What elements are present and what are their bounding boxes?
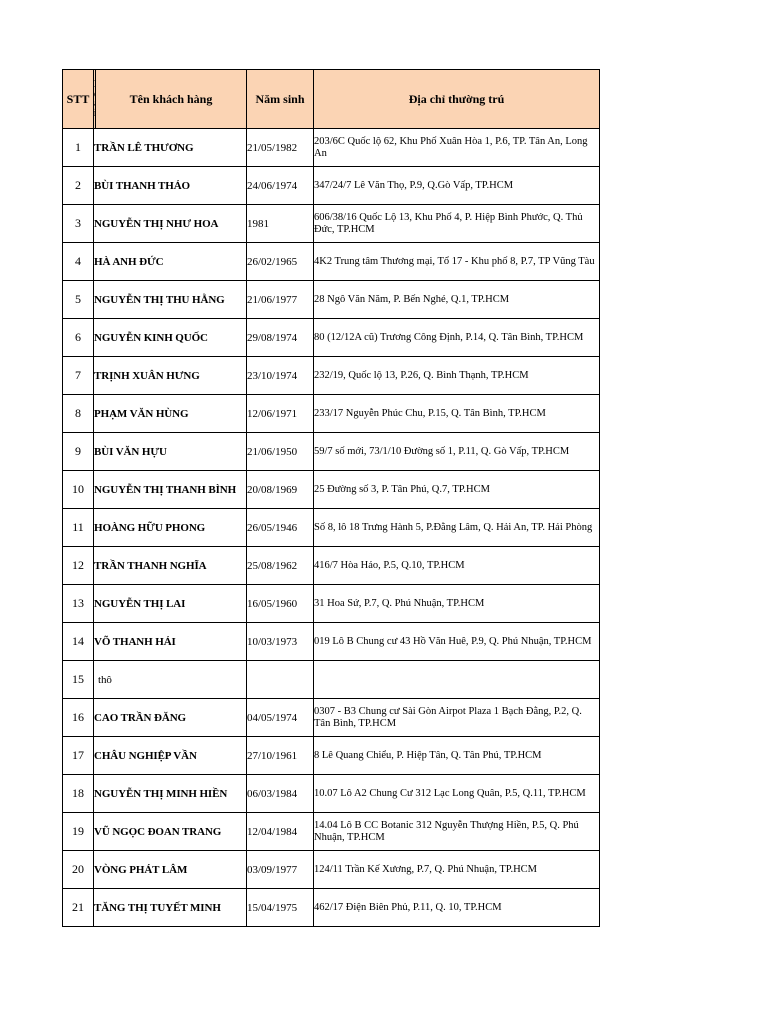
row-customer-name: TRẦN LÊ THƯƠNG	[94, 129, 247, 167]
row-customer-name: TRỊNH XUÂN HƯNG	[94, 357, 247, 395]
row-customer-name: NGUYỄN KINH QUỐC	[94, 319, 247, 357]
table-header	[63, 70, 600, 129]
row-stt: 18	[63, 775, 94, 813]
row-birth-date: 21/06/1950	[247, 433, 314, 471]
row-stt: 12	[63, 547, 94, 585]
row-customer-name: VÕ THANH HẢI	[94, 623, 247, 661]
row-address: 14.04 Lô B CC Botanic 312 Nguyễn Thượng Hiền, P.5, Q. Phú Nhuận, TP.HCM	[314, 813, 600, 851]
row-customer-name: NGUYỄN THỊ MINH HIỀN	[94, 775, 247, 813]
row-note: thô	[98, 673, 112, 686]
row-address: 4K2 Trung tâm Thương mại, Tổ 17 - Khu phố 8, P.7, TP Vũng Tàu	[314, 243, 600, 281]
row-address	[314, 661, 600, 699]
row-stt: 15	[63, 661, 94, 699]
row-stt: 20	[63, 851, 94, 889]
row-customer-name: HOÀNG HỮU PHONG	[94, 509, 247, 547]
table-body	[63, 129, 600, 927]
row-customer-name: NGUYỄN THỊ THU HẰNG	[94, 281, 247, 319]
table-row	[63, 737, 600, 775]
table-row	[63, 699, 600, 737]
row-address: 80 (12/12A cũ) Trương Công Định, P.14, Q. Tân Bình, TP.HCM	[314, 319, 600, 357]
table-row	[63, 547, 600, 585]
row-customer-name: VŨ NGỌC ĐOAN TRANG	[94, 813, 247, 851]
row-birth-date	[247, 661, 314, 699]
row-birth-date: 15/04/1975	[247, 889, 314, 927]
table-row	[63, 433, 600, 471]
row-stt: 21	[63, 889, 94, 927]
row-birth-date: 24/06/1974	[247, 167, 314, 205]
row-birth-date: 27/10/1961	[247, 737, 314, 775]
row-address: 0307 - B3 Chung cư Sài Gòn Airpot Plaza 1 Bạch Đằng, P.2, Q. Tân Bình, TP.HCM	[314, 699, 600, 737]
row-address: 232/19, Quốc lộ 13, P.26, Q. Bình Thạnh, TP.HCM	[314, 357, 600, 395]
row-birth-date: 21/05/1982	[247, 129, 314, 167]
row-stt: 7	[63, 357, 94, 395]
row-customer-name: VÒNG PHÁT LÂM	[94, 851, 247, 889]
row-birth-date: 1981	[247, 205, 314, 243]
row-customer-name: NGUYỄN THỊ THANH BÌNH	[94, 471, 247, 509]
header-birth-year: Năm sinh	[247, 70, 314, 129]
row-birth-date: 16/05/1960	[247, 585, 314, 623]
row-address: 416/7 Hòa Hảo, P.5, Q.10, TP.HCM	[314, 547, 600, 585]
table-row	[63, 851, 600, 889]
header-row	[63, 70, 600, 129]
row-stt: 6	[63, 319, 94, 357]
table-row	[63, 129, 600, 167]
table-row	[63, 319, 600, 357]
row-birth-date: 26/05/1946	[247, 509, 314, 547]
header-stt: STT	[63, 70, 94, 129]
row-stt: 10	[63, 471, 94, 509]
table-row	[63, 395, 600, 433]
row-stt: 5	[63, 281, 94, 319]
table-row	[63, 585, 600, 623]
row-stt: 19	[63, 813, 94, 851]
table-row	[63, 623, 600, 661]
table-row	[63, 243, 600, 281]
table-row	[63, 813, 600, 851]
row-stt: 2	[63, 167, 94, 205]
row-customer-name	[94, 661, 247, 699]
table-row	[63, 775, 600, 813]
row-address: 28 Ngô Văn Năm, P. Bến Nghé, Q.1, TP.HCM	[314, 281, 600, 319]
header-customer-name: Tên khách hàng	[96, 70, 247, 129]
row-birth-date: 23/10/1974	[247, 357, 314, 395]
row-address: 019 Lô B Chung cư 43 Hồ Văn Huê, P.9, Q. Phú Nhuận, TP.HCM	[314, 623, 600, 661]
row-customer-name: BÙI VĂN HỰU	[94, 433, 247, 471]
row-stt: 8	[63, 395, 94, 433]
row-customer-name: BÙI THANH THẢO	[94, 167, 247, 205]
row-stt: 3	[63, 205, 94, 243]
row-customer-name: HÀ ANH ĐỨC	[94, 243, 247, 281]
row-stt: 4	[63, 243, 94, 281]
row-birth-date: 12/04/1984	[247, 813, 314, 851]
row-customer-name: NGUYỄN THỊ LAI	[94, 585, 247, 623]
row-stt: 17	[63, 737, 94, 775]
row-address: 31 Hoa Sứ, P.7, Q. Phú Nhuận, TP.HCM	[314, 585, 600, 623]
row-customer-name: TRẦN THANH NGHĨA	[94, 547, 247, 585]
row-customer-name: CHÂU NGHIỆP VẦN	[94, 737, 247, 775]
row-address: 233/17 Nguyễn Phúc Chu, P.15, Q. Tân Bình, TP.HCM	[314, 395, 600, 433]
row-address: 606/38/16 Quốc Lộ 13, Khu Phố 4, P. Hiệp Bình Phước, Q. Thủ Đức, TP.HCM	[314, 205, 600, 243]
row-stt: 11	[63, 509, 94, 547]
row-address: 59/7 số mới, 73/1/10 Đường số 1, P.11, Q. Gò Vấp, TP.HCM	[314, 433, 600, 471]
row-address: 25 Đường số 3, P. Tân Phú, Q.7, TP.HCM	[314, 471, 600, 509]
row-address: 10.07 Lô A2 Chung Cư 312 Lạc Long Quân, P.5, Q.11, TP.HCM	[314, 775, 600, 813]
row-address: 462/17 Điện Biên Phủ, P.11, Q. 10, TP.HCM	[314, 889, 600, 927]
row-stt: 1	[63, 129, 94, 167]
row-birth-date: 12/06/1971	[247, 395, 314, 433]
row-address: 203/6C Quốc lộ 62, Khu Phố Xuân Hòa 1, P.6, TP. Tân An, Long An	[314, 129, 600, 167]
row-birth-date: 29/08/1974	[247, 319, 314, 357]
row-birth-date: 04/05/1974	[247, 699, 314, 737]
table-row	[63, 509, 600, 547]
table-row	[63, 281, 600, 319]
row-stt: 13	[63, 585, 94, 623]
table-row	[63, 167, 600, 205]
row-address: Số 8, lô 18 Trưng Hành 5, P.Đằng Lâm, Q. Hải An, TP. Hải Phòng	[314, 509, 600, 547]
row-birth-date: 03/09/1977	[247, 851, 314, 889]
header-address: Địa chỉ thường trú	[314, 70, 600, 129]
row-address: 124/11 Trần Kế Xương, P.7, Q. Phú Nhuận, TP.HCM	[314, 851, 600, 889]
row-birth-date: 06/03/1984	[247, 775, 314, 813]
row-stt: 9	[63, 433, 94, 471]
table-row	[63, 205, 600, 243]
row-birth-date: 25/08/1962	[247, 547, 314, 585]
row-birth-date: 10/03/1973	[247, 623, 314, 661]
row-customer-name: NGUYỄN THỊ NHƯ HOA	[94, 205, 247, 243]
row-birth-date: 21/06/1977	[247, 281, 314, 319]
table-row	[63, 357, 600, 395]
row-customer-name: TĂNG THỊ TUYẾT MINH	[94, 889, 247, 927]
table-row	[63, 471, 600, 509]
row-address: 8 Lê Quang Chiểu, P. Hiệp Tân, Q. Tân Phú, TP.HCM	[314, 737, 600, 775]
row-stt: 16	[63, 699, 94, 737]
table-row	[63, 889, 600, 927]
row-customer-name: CAO TRẦN ĐĂNG	[94, 699, 247, 737]
customer-table	[62, 69, 600, 927]
row-stt: 14	[63, 623, 94, 661]
row-customer-name: PHẠM VĂN HÙNG	[94, 395, 247, 433]
table-row	[63, 661, 600, 699]
row-address: 347/24/7 Lê Văn Thọ, P.9, Q.Gò Vấp, TP.HCM	[314, 167, 600, 205]
row-birth-date: 26/02/1965	[247, 243, 314, 281]
row-birth-date: 20/08/1969	[247, 471, 314, 509]
